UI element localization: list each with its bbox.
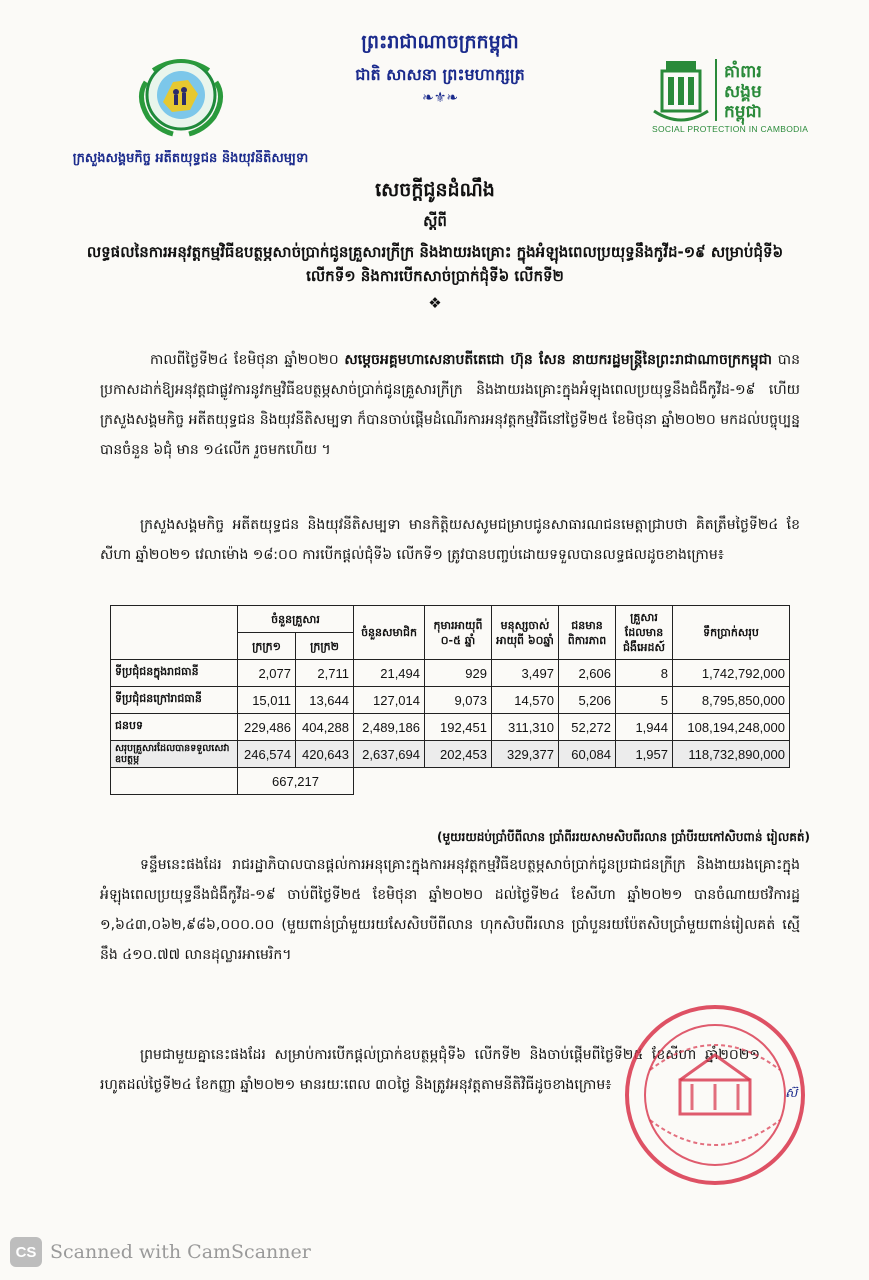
- paragraph-1-body: បានប្រកាសដាក់ឱ្យអនុវត្តជាផ្លូវការនូវកម្មវិធីឧបត្ថម្ភសាច់ប្រាក់ជូនគ្រួសារក្រីក្រ និងងាយរងគ្រោះក្នុងអំឡុងពេលប្រយុទ្ធនឹងជំងឺកូវីដ-១៩ ហើយក្រសួងសង្គមកិច្ច អតីតយុទ្ធជន និងយុវនីតិសម្បទា ក៏បានចាប់ផ្តើមដំណើរការអនុវត្តកម្មវិធីនៅថ្ងៃទី២៥ ខែមិថុនា ឆ្នាំ២០២០ មកដល់បច្ចុប្បន្នបានចំនួន ៦ជុំ មាន ១៤លើក រួចមកហើយ ។: [100, 352, 800, 458]
- row-label-header: [111, 606, 238, 660]
- amount-in-words-note: (មួយរយដប់ប្រាំបីពីលាន ប្រាំពីររយសាមសិបពីរលាន ប្រាំបីរយកៅសិបពាន់ រៀលគត់): [437, 830, 810, 844]
- row-label: ទីប្រជុំជនក្នុងរាជធានី: [111, 660, 238, 687]
- scanner-watermark: [10, 1236, 410, 1268]
- paragraph-4: ព្រមជាមួយគ្នានេះផងដែរ សម្រាប់ការបើកផ្តល់ប្រាក់ឧបត្ថម្ភជុំទី៦ លើកទី២ និងចាប់ផ្តើមពីថ្ងៃទី២៥ ខែសីហា ឆ្នាំ២០២១ រហូតដល់ថ្ងៃទី២៤ ខែកញ្ញា ឆ្នាំ២០២១ មានរយៈពេល ៣០ថ្ងៃ និងត្រូវអនុវត្តតាមនីតិវិធីដូចខាងក្រោម៖: [100, 1047, 760, 1093]
- disabled-cell: 5,206: [559, 687, 616, 714]
- poor2-header: ក្រក្រ២: [296, 633, 354, 660]
- national-motto: ជាតិ សាសនា ព្រះមហាក្សត្រ: [355, 65, 525, 84]
- table-empty-area: [354, 768, 790, 795]
- hiv-cell: 5: [616, 687, 673, 714]
- row-label: ជនបទ: [111, 714, 238, 741]
- paragraph-3: ទន្ទឹមនេះផងដែរ រាជរដ្ឋាភិបាលបានផ្តល់ការអនុគ្រោះក្នុងការអនុវត្តកម្មវិធីឧបត្ថម្ភសាច់ប្រាក់ជូនប្រជាជនក្រីក្រ និងងាយរងគ្រោះក្នុងអំឡុងពេលប្រយុទ្ធនឹងជំងឺកូវីដ-១៩ ចាប់ពីថ្ងៃទី២៥ ខែមិថុនា ឆ្នាំ២០២០ ដល់ថ្ងៃទី២៤ ខែសីហា ឆ្នាំ២០២១ បានចំណាយថវិការដ្ឋ ១,៦៤៣,០៦២,៩៨៦,០០០.០០ (មួយពាន់ប្រាំមួយរយសែសិបបីពីលាន ហុកសិបពីរលាន ប្រាំបួនរយប៉ែតសិបប្រាំមួយពាន់រៀលគត់ ស្មើនឹង ៤១០.៧៧ លានដុល្លារអាមេរិក។: [100, 857, 800, 963]
- camscanner-logo-icon: CS: [10, 1237, 42, 1267]
- table-row: [111, 687, 790, 714]
- children-cell: 9,073: [425, 687, 492, 714]
- members-cell: 2,489,186: [354, 714, 425, 741]
- prime-minister-name: សម្តេចអគ្គមហាសេនាបតីតេជោ ហ៊ុន សែន នាយករដ្ឋមន្ត្រីនៃព្រះរាជាណាចក្រកម្ពុជា: [344, 352, 772, 368]
- poor2-cell: 2,711: [296, 660, 354, 687]
- svg-text:សង្គម: សង្គម: [724, 82, 762, 102]
- total-row-label: សរុបគ្រួសារដែលបានទទួលសេវាឧបត្ថម្ភ: [111, 741, 238, 768]
- paragraph-2: ក្រសួងសង្គមកិច្ច អតីតយុទ្ធជន និងយុវនីតិសម្បទា មានកិត្តិយសសូមជម្រាបជូនសាធារណជនមេត្តាជ្រាបថា គិតត្រឹមថ្ងៃទី២៤ ខែសីហា ឆ្នាំ២០២១ វេលាម៉ោង ១៨:០០ ការបើកផ្តល់ជុំទី៦ លើកទី១ ត្រូវបានបញ្ចប់ដោយទទួលបានលទ្ធផលដូចខាងក្រោម៖: [100, 517, 800, 563]
- poor1-cell: 246,574: [238, 741, 296, 768]
- elderly-header: មនុស្សចាស់អាយុពី ៦០ឆ្នាំ: [492, 606, 559, 660]
- svg-text:គាំពារ: គាំពារ: [724, 62, 762, 82]
- amount-cell: 118,732,890,000: [673, 741, 790, 768]
- poor1-cell: 15,011: [238, 687, 296, 714]
- signature-mark: ស៊: [785, 1086, 798, 1101]
- members-cell: 2,637,694: [354, 741, 425, 768]
- notice-subtitle: ស្តីពី: [423, 212, 447, 230]
- disabled-cell: 2,606: [559, 660, 616, 687]
- amount-cell: 108,194,248,000: [673, 714, 790, 741]
- hiv-header: គ្រួសារដែលមានជំងឺអេដស៍: [616, 606, 673, 660]
- poor1-cell: 2,077: [238, 660, 296, 687]
- paragraph-1: [100, 345, 800, 465]
- table-row: [111, 714, 790, 741]
- title-ornament: ❖: [428, 294, 442, 312]
- notice-subject: លទ្ធផលនៃការអនុវត្តកម្មវិធីឧបត្ថម្ភសាច់ប្រាក់ជូនគ្រួសារក្រីក្រ និងងាយរងគ្រោះ ក្នុងអំឡុងពេលប្រយុទ្ធនឹងកូវីដ-១៩ សម្រាប់ជុំទី៦ លើកទី១ និងការបើកសាច់ប្រាក់ជុំទី៦ លើកទី២: [86, 243, 784, 285]
- elderly-cell: 311,310: [492, 714, 559, 741]
- hiv-cell: 8: [616, 660, 673, 687]
- poor2-cell: 420,643: [296, 741, 354, 768]
- hiv-cell: 1,944: [616, 714, 673, 741]
- notice-title: សេចក្តីជូនដំណឹង: [375, 179, 495, 201]
- svg-text:កម្ពុជា: កម្ពុជា: [724, 102, 762, 122]
- elderly-cell: 3,497: [492, 660, 559, 687]
- households-header: ចំនួនគ្រួសារ: [238, 606, 354, 633]
- social-protection-caption: SOCIAL PROTECTION IN CAMBODIA: [652, 124, 809, 134]
- kingdom-header: [250, 30, 630, 106]
- table-total-row: [111, 741, 790, 768]
- members-cell: 21,494: [354, 660, 425, 687]
- social-protection-logo-icon: [650, 55, 810, 135]
- children-cell: 929: [425, 660, 492, 687]
- header-ornament: ❧⚜❧: [421, 90, 458, 106]
- scanned-with-text: Scanned with CamScanner: [50, 1241, 311, 1263]
- table-row: [111, 660, 790, 687]
- hiv-cell: 1,957: [616, 741, 673, 768]
- children-cell: 192,451: [425, 714, 492, 741]
- combined-households-cell: 667,217: [238, 768, 354, 795]
- row-label: ទីប្រជុំជនក្រៅរាជធានី: [111, 687, 238, 714]
- amount-cell: 1,742,792,000: [673, 660, 790, 687]
- poor1-header: ក្រក្រ១: [238, 633, 296, 660]
- kingdom-name: ព្រះរាជាណាចក្រកម្ពុជា: [361, 31, 519, 53]
- poor2-cell: 404,288: [296, 714, 354, 741]
- ministry-logo-icon: [128, 42, 234, 148]
- disabled-cell: 52,272: [559, 714, 616, 741]
- poor1-cell: 229,486: [238, 714, 296, 741]
- elderly-cell: 14,570: [492, 687, 559, 714]
- disabled-cell: 60,084: [559, 741, 616, 768]
- paragraph-1-intro: កាលពីថ្ងៃទី២៤ ខែមិថុនា ឆ្នាំ២០២០: [150, 352, 345, 368]
- amount-cell: 8,795,850,000: [673, 687, 790, 714]
- elderly-cell: 329,377: [492, 741, 559, 768]
- members-cell: 127,014: [354, 687, 425, 714]
- disabled-header: ជនមានពិការភាព: [559, 606, 616, 660]
- table-header-row: [111, 606, 790, 633]
- notice-title-block: [60, 178, 810, 312]
- poor2-cell: 13,644: [296, 687, 354, 714]
- members-header: ចំនួនសមាជិក: [354, 606, 425, 660]
- ministry-name: ក្រសួងសង្គមកិច្ច អតីតយុទ្ធជន និងយុវនីតិសម្បទា: [72, 151, 309, 166]
- combined-total-row: [111, 768, 790, 795]
- combined-total-spacer: [111, 768, 238, 795]
- children-header: កុមារអាយុពី ០-៥ ឆ្នាំ: [425, 606, 492, 660]
- amount-header: ទឹកប្រាក់សរុប: [673, 606, 790, 660]
- results-table: [110, 605, 790, 795]
- official-seal-icon: [620, 1000, 810, 1190]
- children-cell: 202,453: [425, 741, 492, 768]
